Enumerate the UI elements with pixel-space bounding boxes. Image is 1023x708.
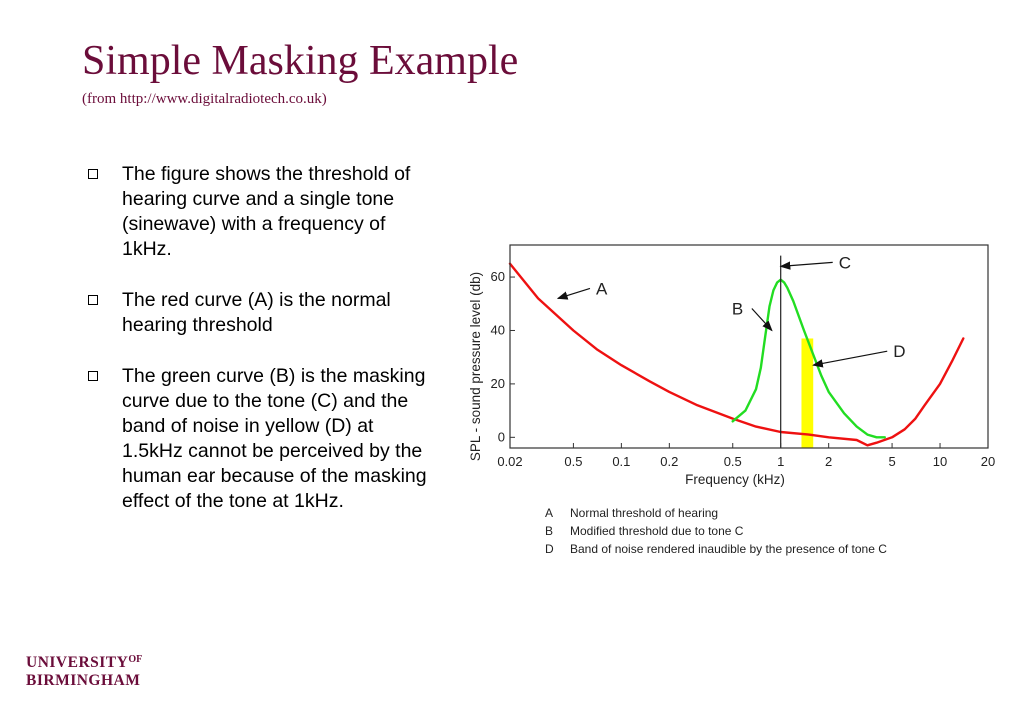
legend-text-a: Normal threshold of hearing — [570, 506, 719, 520]
slide-title: Simple Masking Example — [82, 38, 519, 84]
x-tick-label: 0.5 — [723, 454, 742, 469]
x-tick-label: 20 — [980, 454, 996, 469]
bullet-text: The figure shows the threshold of hearing curve and a single tone (sinewave) with a frequency of 1kHz. — [122, 163, 411, 260]
legend-text-b: Modified threshold due to tone C — [570, 524, 744, 538]
bullet-text: The green curve (B) is the masking curve due to the tone (C) and the band of noise in yellow (D) at 1.5kHz cannot be perceived by the human ear because of the masking effect of the tone at 1kHz. — [122, 365, 427, 512]
hollow-square-bullet-icon — [88, 169, 98, 179]
masking-figure — [458, 236, 1008, 576]
noise-band-d — [801, 338, 813, 448]
y-tick-label: 20 — [490, 375, 505, 391]
logo-line-1: UNIVERSITY — [26, 654, 129, 671]
y-tick-label: 0 — [497, 429, 505, 445]
x-tick-label: 10 — [932, 454, 948, 469]
legend-key-d: D — [545, 542, 554, 556]
annotation-arrow-c — [781, 262, 833, 266]
bullet-text: The red curve (A) is the normal hearing threshold — [122, 289, 391, 336]
x-tick-label: 0.1 — [612, 454, 631, 469]
x-tick-label: 0.5 — [564, 454, 583, 469]
x-tick-label: 5 — [888, 454, 896, 469]
bullet-item — [88, 288, 428, 338]
annotation-label-d: D — [893, 342, 906, 362]
university-logo — [26, 651, 142, 690]
legend-key-b: B — [545, 524, 554, 538]
x-tick-label: 1 — [777, 454, 785, 469]
annotation-label-a: A — [595, 279, 608, 299]
logo-of: OF — [128, 654, 143, 665]
annotation-arrow-d — [813, 351, 887, 365]
legend-text-d: Band of noise rendered inaudible by the presence of tone C — [570, 542, 887, 556]
bullet-item — [88, 162, 428, 262]
logo-line-2: BIRMINGHAM — [26, 672, 141, 689]
bullet-list — [88, 162, 428, 540]
y-tick-label: 60 — [490, 269, 505, 285]
x-tick-label: 0.02 — [497, 454, 523, 469]
annotation-label-c: C — [838, 253, 851, 273]
annotation-arrow-a — [558, 288, 590, 298]
x-axis-label: Frequency (kHz) — [685, 472, 785, 487]
annotation-label-b: B — [731, 299, 744, 319]
hollow-square-bullet-icon — [88, 295, 98, 305]
y-axis-label: SPL - sound pressure level (db) — [468, 271, 483, 462]
x-tick-label: 2 — [825, 454, 833, 469]
slide-subtitle: (from http://www.digitalradiotech.co.uk) — [82, 91, 327, 107]
hollow-square-bullet-icon — [88, 371, 98, 381]
legend-key-a: A — [545, 506, 554, 520]
y-tick-label: 40 — [490, 322, 505, 338]
x-tick-label: 0.2 — [660, 454, 679, 469]
masking-chart — [458, 236, 1008, 576]
bullet-item — [88, 364, 428, 514]
